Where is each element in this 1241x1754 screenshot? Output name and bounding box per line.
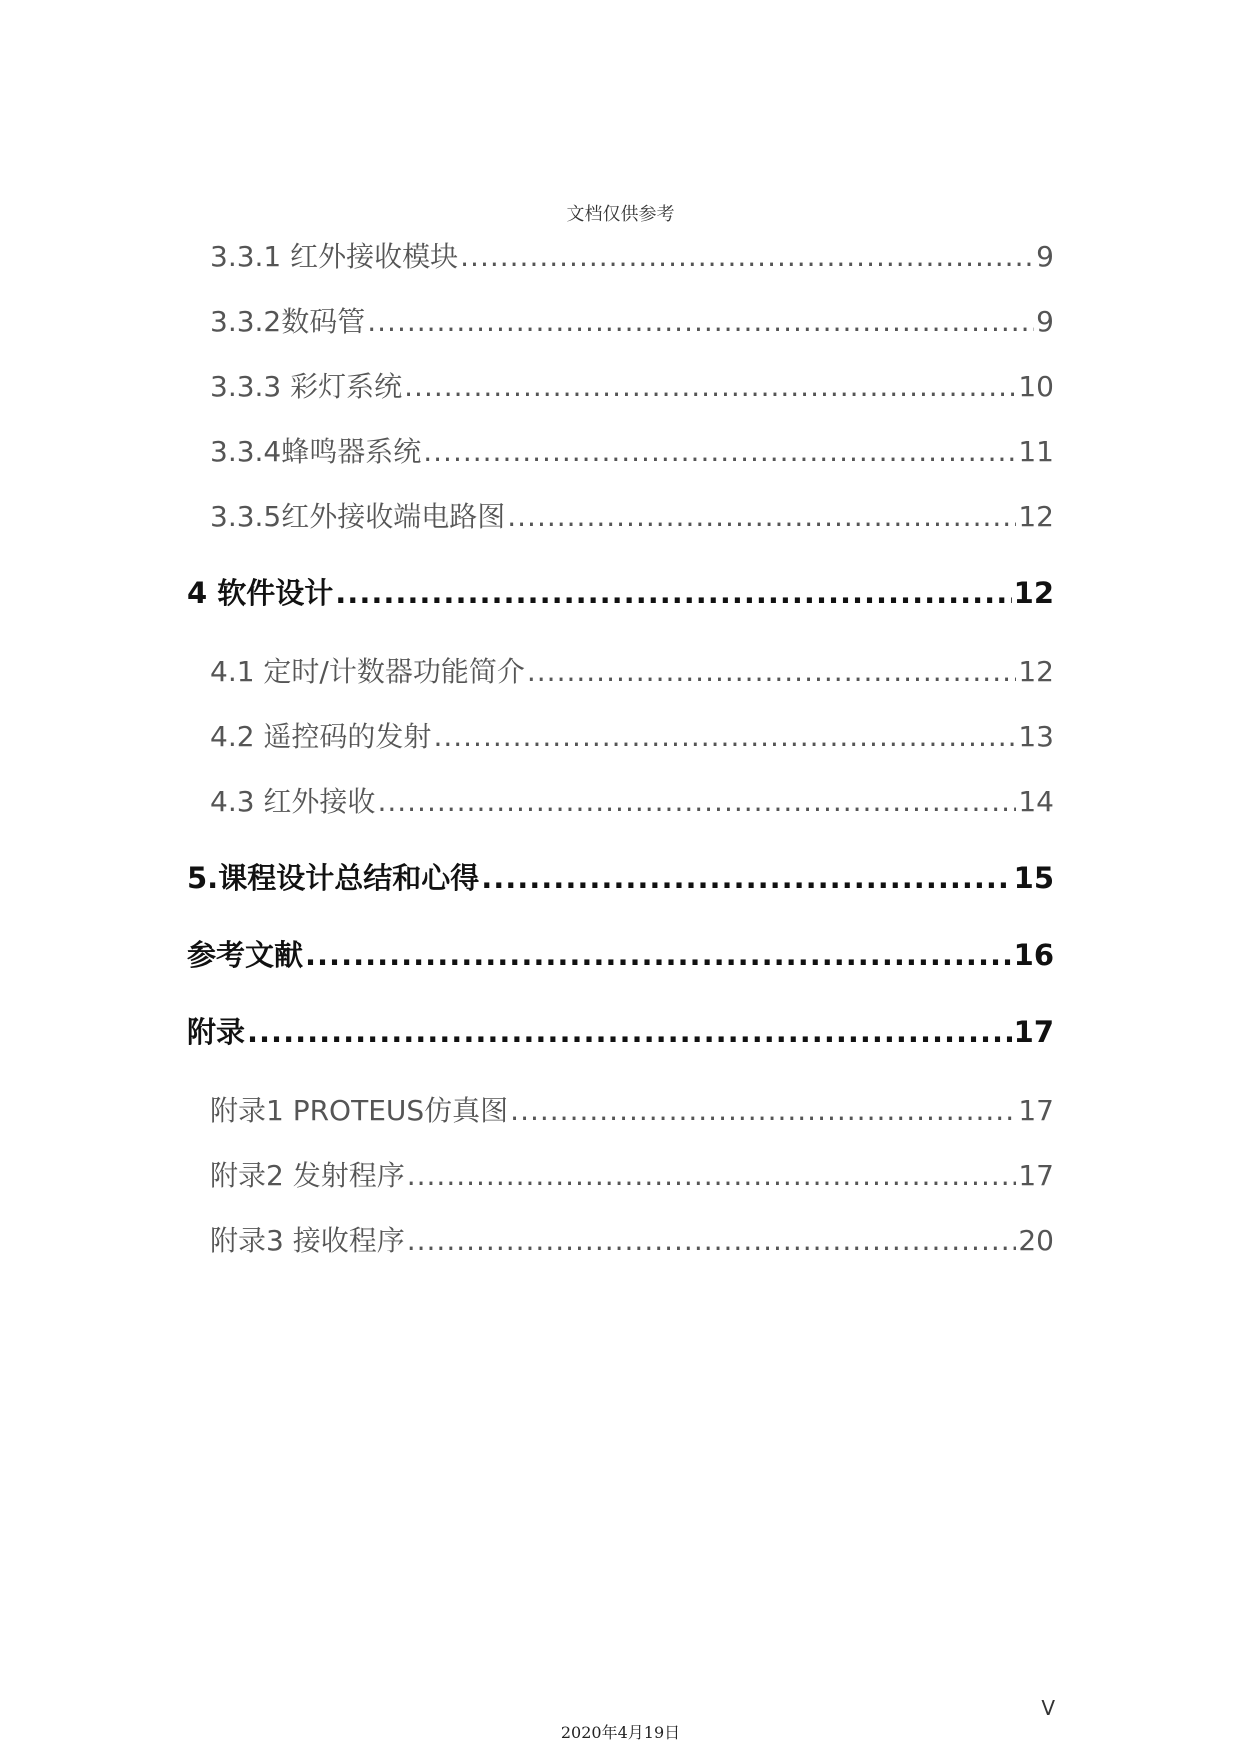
toc-entry[interactable] [187, 1015, 1054, 1050]
toc-entry-label: 3.3.5红外接收端电路图 [210, 500, 506, 533]
toc-leader-dots [305, 938, 1012, 973]
toc-leader-dots [377, 785, 1016, 819]
toc-entry-label: 附录3 接收程序 [210, 1224, 405, 1257]
toc-entry-page: 12 [1018, 500, 1054, 533]
toc-leader-dots [460, 240, 1034, 274]
toc-entry-page: 17 [1013, 1015, 1054, 1049]
toc-entry[interactable] [210, 1094, 1054, 1128]
toc-leader-dots [367, 305, 1034, 339]
toc-entry-page: 16 [1013, 938, 1054, 972]
toc-entry[interactable] [210, 500, 1054, 534]
toc-entry[interactable] [210, 720, 1054, 754]
toc-leader-dots [407, 1224, 1017, 1258]
toc-entry[interactable] [210, 435, 1054, 469]
toc-entry[interactable] [210, 1224, 1054, 1258]
toc-entry-label: 3.3.3 彩灯系统 [210, 370, 403, 403]
toc-entry[interactable] [210, 305, 1054, 339]
toc-entry-label: 3.3.4蜂鸣器系统 [210, 435, 422, 468]
toc-entry-page: 9 [1036, 305, 1054, 338]
toc-leader-dots [335, 576, 1011, 611]
toc-entry-label: 参考文献 [187, 938, 304, 972]
toc-entry-page: 20 [1018, 1224, 1054, 1257]
toc-entry-label: 3.3.1 红外接收模块 [210, 240, 459, 273]
toc-entry-page: 9 [1036, 240, 1054, 273]
toc-entry-label: 3.3.2数码管 [210, 305, 366, 338]
toc-entry-label: 4.2 遥控码的发射 [210, 720, 432, 753]
toc-entry-label: 4.1 定时/计数器功能简介 [210, 655, 525, 688]
toc-leader-dots [481, 861, 1011, 896]
toc-entry[interactable] [187, 938, 1054, 973]
toc-leader-dots [247, 1015, 1012, 1050]
toc-entry-page: 14 [1018, 785, 1054, 818]
toc-entry[interactable] [210, 1159, 1054, 1193]
toc-entry[interactable] [210, 785, 1054, 819]
toc-entry[interactable] [210, 370, 1054, 404]
toc-leader-dots [510, 1094, 1016, 1128]
toc-entry-page: 17 [1018, 1159, 1054, 1192]
toc-entry-label: 4.3 红外接收 [210, 785, 376, 818]
toc-entry-label: 4 软件设计 [187, 576, 334, 610]
toc-leader-dots [507, 500, 1016, 534]
toc-leader-dots [433, 720, 1016, 754]
toc-leader-dots [404, 370, 1016, 404]
toc-entry[interactable] [210, 240, 1054, 274]
toc-entry[interactable] [187, 576, 1054, 611]
toc-entry-label: 附录2 发射程序 [210, 1159, 405, 1192]
toc-entry-page: 13 [1018, 720, 1054, 753]
toc-entry-label: 5.课程设计总结和心得 [187, 861, 480, 895]
toc-entry-page: 15 [1013, 861, 1054, 895]
toc-entry-page: 12 [1018, 655, 1054, 688]
toc-entry-page: 10 [1018, 370, 1054, 403]
toc-entry-page: 17 [1018, 1094, 1054, 1127]
toc-leader-dots [407, 1159, 1017, 1193]
toc-entry-page: 12 [1013, 576, 1054, 610]
toc-leader-dots [423, 435, 1016, 469]
toc-leader-dots [527, 655, 1016, 689]
toc-entry-page: 11 [1018, 435, 1054, 468]
toc-entry-label: 附录1 PROTEUS仿真图 [210, 1094, 509, 1127]
page-footer-date: 2020年4月19日 [560, 1723, 681, 1742]
toc-entry-label: 附录 [187, 1015, 246, 1049]
page-header: 文档仅供参考 [566, 204, 675, 225]
toc-entry[interactable] [210, 655, 1054, 689]
toc-entry[interactable] [187, 861, 1054, 896]
page-number: V [1041, 1696, 1055, 1720]
